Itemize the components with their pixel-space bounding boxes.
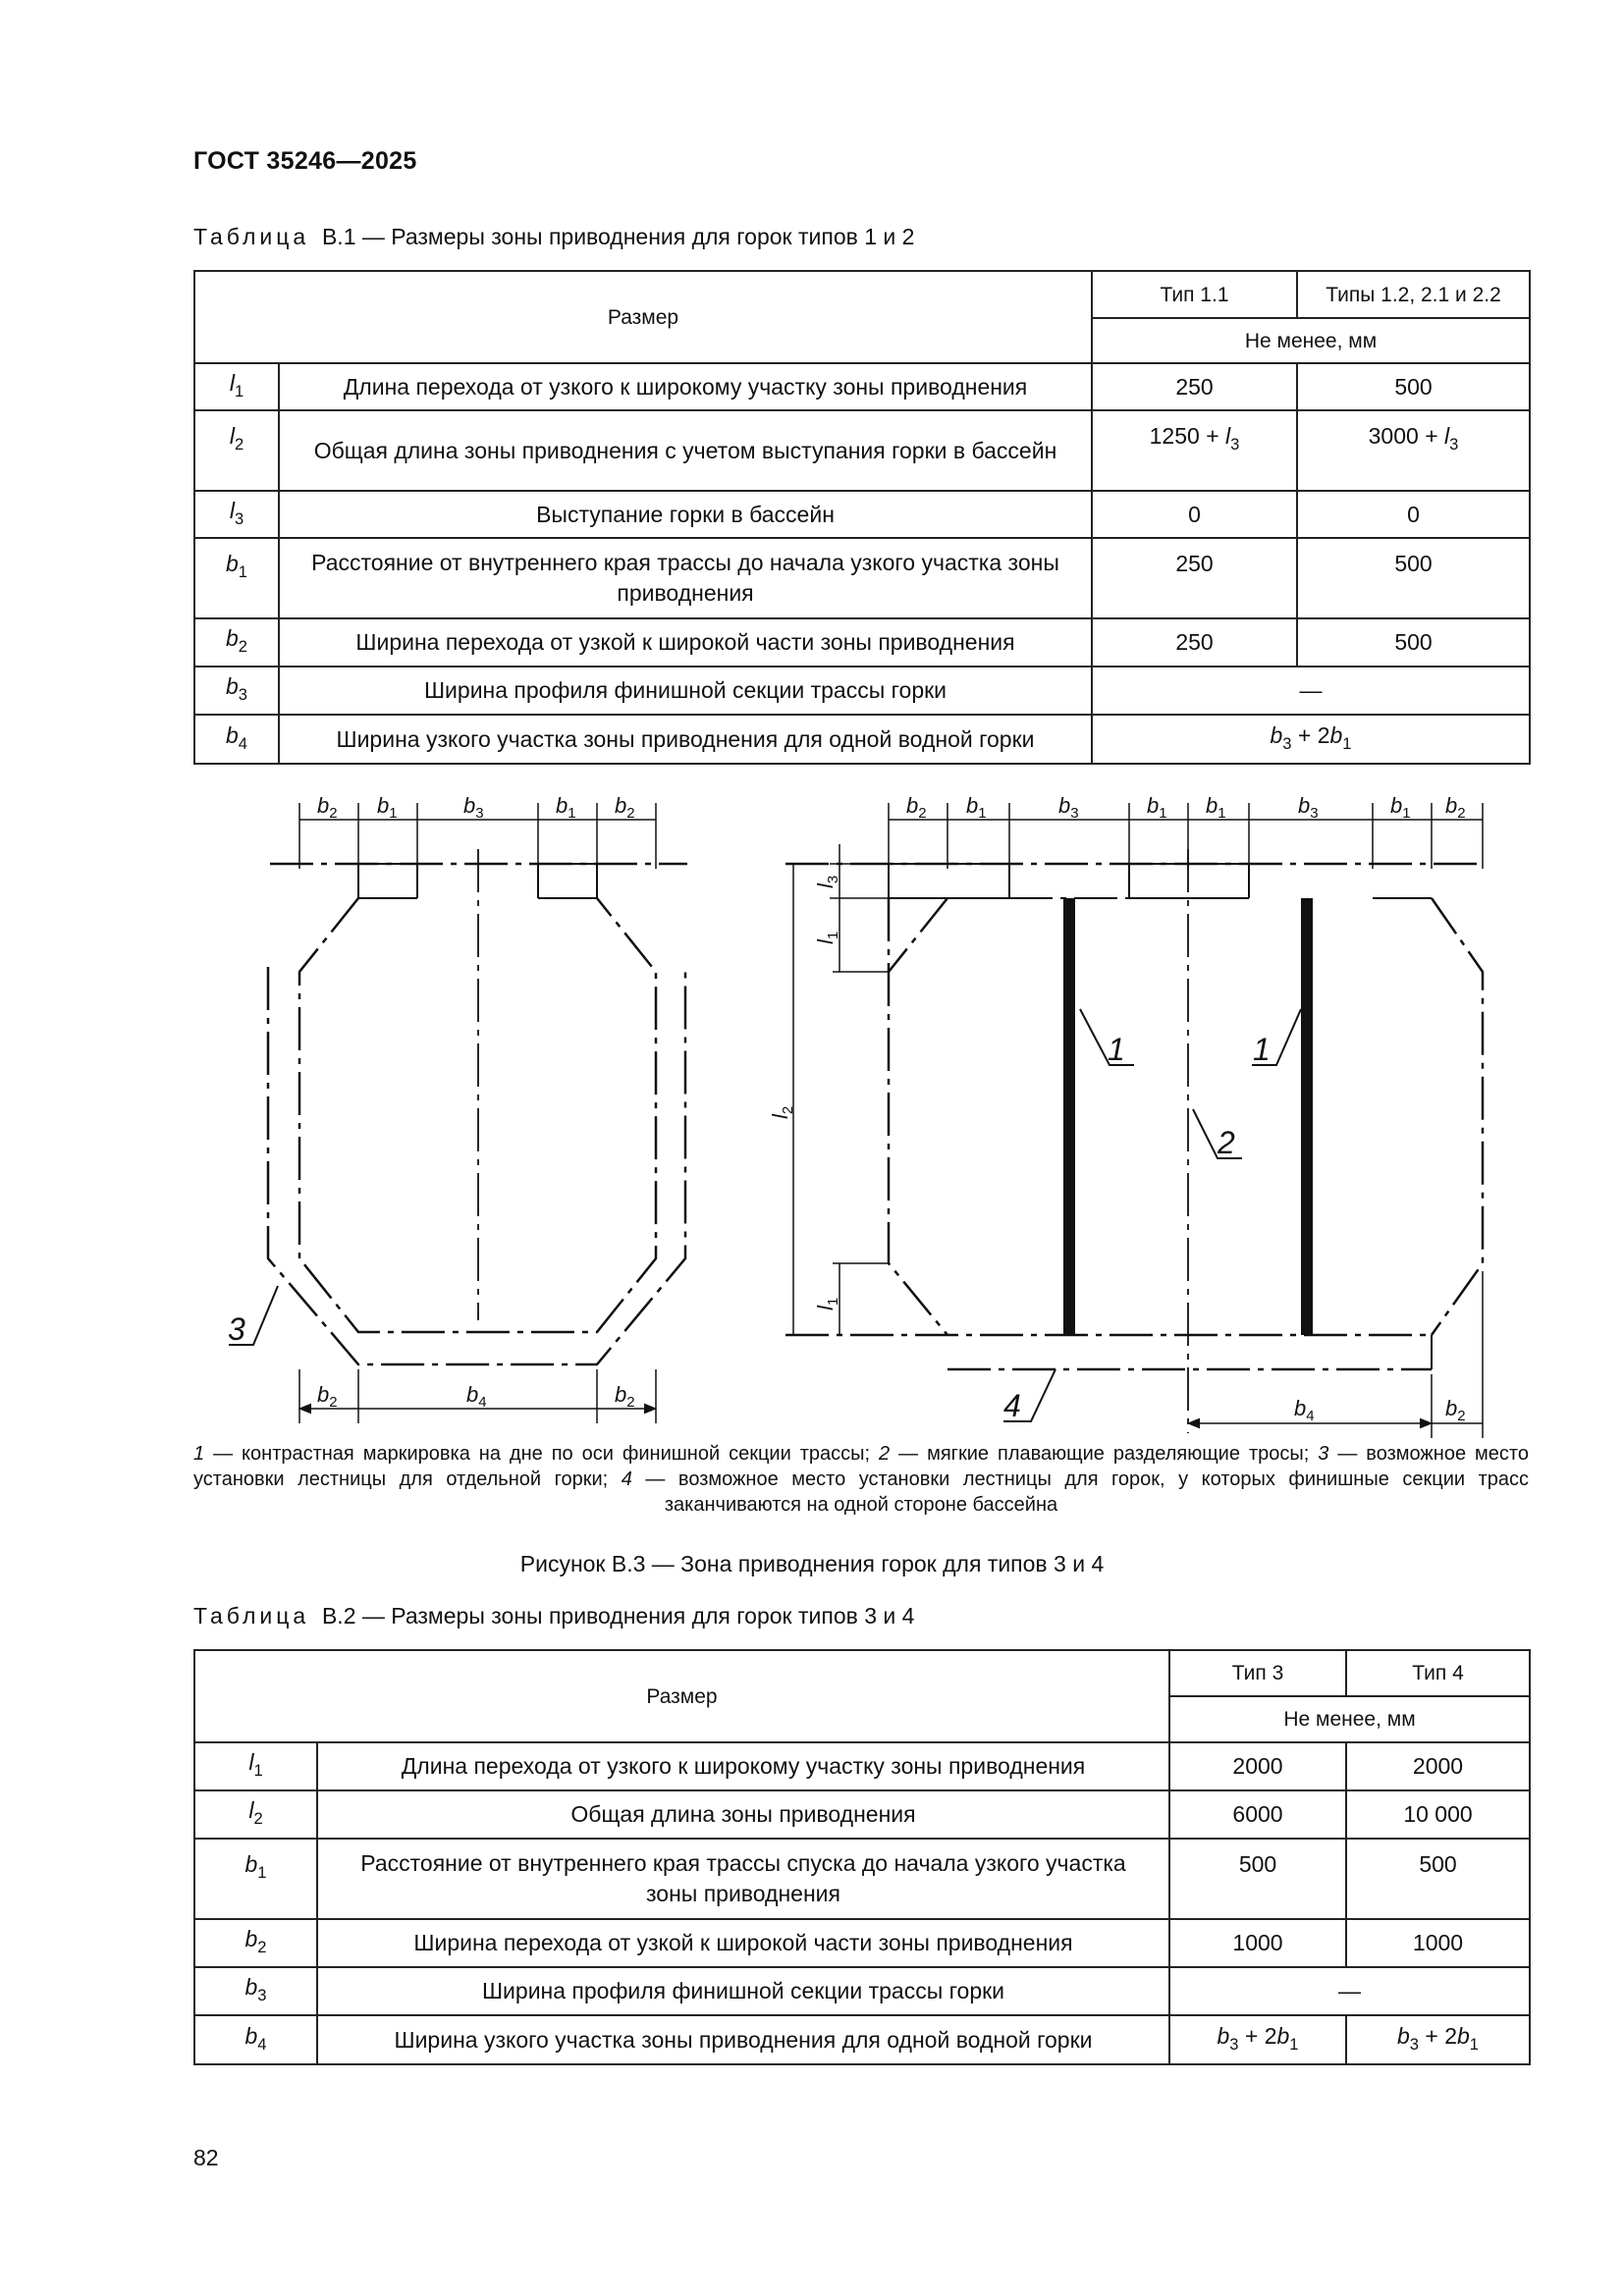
dim-label-b1: $b_1$ — [1206, 793, 1226, 822]
legend-number: 1 — [193, 1443, 205, 1465]
value-cell: 250 — [1092, 618, 1297, 667]
value-cell-merged — [1092, 715, 1530, 764]
callout-1: 1 — [1108, 1032, 1125, 1067]
table-row — [194, 715, 1530, 764]
table-row — [194, 491, 1530, 538]
dim-label-b1: $b_1$ — [1390, 793, 1411, 822]
description-cell: Выступание горки в бассейн — [279, 491, 1092, 538]
dim-label-b2: $b_2$ — [615, 1382, 635, 1411]
table2-caption-label: Таблица — [193, 1603, 310, 1629]
symbol-cell: $l_2$ — [194, 410, 279, 491]
description-cell: Ширина узкого участка зоны приводнения для одной водной горки — [317, 2015, 1169, 2064]
callout-3: 3 — [228, 1311, 245, 1347]
value-cell: $1250 + l_3$ — [1092, 410, 1297, 491]
table2-header-col2: Тип 4 — [1346, 1650, 1530, 1696]
dim-label-b2: $b_2$ — [615, 793, 635, 822]
description-cell: Расстояние от внутреннего края трассы спуска до начала узкого участка зоны приводнения — [317, 1839, 1169, 1919]
dim-label-b1: $b_1$ — [1147, 793, 1167, 822]
value-cell: 6000 — [1169, 1790, 1346, 1839]
table2-header-min: Не менее, мм — [1169, 1696, 1530, 1742]
description-cell: Ширина перехода от узкой к широкой части зоны приводнения — [317, 1919, 1169, 1967]
dim-label-b1: $b_1$ — [966, 793, 987, 822]
symbol-cell: $b_1$ — [194, 538, 279, 618]
table2-caption-text: В.2 — Размеры зоны приводнения для горок типов 3 и 4 — [321, 1603, 915, 1629]
description-cell: Ширина профиля финишной секции трассы горки — [279, 667, 1092, 715]
symbol-cell: $b_1$ — [194, 1839, 317, 1919]
value-cell: 500 — [1297, 538, 1530, 618]
value-cell: 2000 — [1346, 1742, 1530, 1790]
value-cell: 250 — [1092, 363, 1297, 410]
table1-caption-text: В.1 — Размеры зоны приводнения для горок типов 1 и 2 — [321, 224, 915, 249]
dim-label-b2: $b_2$ — [1445, 1396, 1466, 1424]
value-cell: 500 — [1297, 618, 1530, 667]
dim-label-l1: $l_1$ — [813, 1297, 841, 1310]
symbol-cell: $b_2$ — [194, 618, 279, 667]
value-cell: 500 — [1346, 1839, 1530, 1919]
description-cell: Длина перехода от узкого к широкому участку зоны приводнения — [279, 363, 1092, 410]
value-cell: 10 000 — [1346, 1790, 1530, 1839]
value-cell: 500 — [1169, 1839, 1346, 1919]
formula: $b_3 + 2b_1$ — [1270, 721, 1352, 753]
description-cell: Расстояние от внутреннего края трассы до начала узкого участка зоны приводнения — [279, 538, 1092, 618]
dim-label-b3: $b_3$ — [1058, 793, 1079, 822]
dim-label-b4: $b_4$ — [466, 1382, 487, 1411]
table2 — [193, 1649, 1531, 2065]
dim-label-l1: $l_1$ — [813, 931, 841, 944]
left-outer-outline — [268, 967, 685, 1364]
formula: $b_3 + 2b_1$ — [1217, 2022, 1299, 2054]
legend-number: 2 — [879, 1443, 891, 1465]
dim-label-b2: $b_2$ — [906, 793, 927, 822]
table-row — [194, 2015, 1530, 2064]
description-cell: Длина перехода от узкого к широкому участку зоны приводнения — [317, 1742, 1169, 1790]
symbol-cell: $b_4$ — [194, 2015, 317, 2064]
value-cell — [1169, 2015, 1346, 2064]
callout-2: 2 — [1218, 1125, 1235, 1160]
value-cell: 250 — [1092, 538, 1297, 618]
value-cell: 0 — [1297, 491, 1530, 538]
dim-label-b1: $b_1$ — [556, 793, 576, 822]
dim-label-l3: $l_3$ — [813, 875, 841, 888]
left-top-box-right — [538, 864, 597, 898]
table2-header-size: Размер — [194, 1650, 1169, 1742]
value-cell — [1346, 2015, 1530, 2064]
contrast-marking-right — [1301, 898, 1313, 1335]
description-cell: Ширина профиля финишной секции трассы горки — [317, 1967, 1169, 2015]
table1-header-size: Размер — [194, 271, 1092, 363]
callout-1: 1 — [1253, 1032, 1271, 1067]
figure-caption: Рисунок В.3 — Зона приводнения горок для типов 3 и 4 — [519, 1551, 1105, 1576]
contrast-marking-left — [1063, 898, 1075, 1335]
dim-label-b3: $b_3$ — [463, 793, 484, 822]
page-number: 82 — [193, 2145, 219, 2170]
symbol-cell: $b_3$ — [194, 1967, 317, 2015]
legend-number: 4 — [621, 1468, 632, 1490]
table-row — [194, 618, 1530, 667]
legend-text: — возможное место установки лестницы для горок, у которых финишные секции трасс заканчиваются на одной стороне бассейна — [631, 1468, 1530, 1516]
dim-label-b1: $b_1$ — [377, 793, 398, 822]
description-cell: Общая длина зоны приводнения — [317, 1790, 1169, 1839]
callout-4: 4 — [1003, 1388, 1021, 1423]
table-row — [194, 1967, 1530, 2015]
table-row — [194, 410, 1530, 491]
table2-header-col1: Тип 3 — [1169, 1650, 1346, 1696]
table1-header-col2: Типы 1.2, 2.1 и 2.2 — [1297, 271, 1530, 318]
symbol-cell: $l_2$ — [194, 1790, 317, 1839]
table-row — [194, 538, 1530, 618]
table1-header-min: Не менее, мм — [1092, 318, 1530, 363]
table-row — [194, 1839, 1530, 1919]
value-cell: 500 — [1297, 363, 1530, 410]
symbol-cell: $b_2$ — [194, 1919, 317, 1967]
value-cell-merged: — — [1092, 667, 1530, 715]
table-row — [194, 1790, 1530, 1839]
legend-text: — мягкие плавающие разделяющие тросы; — [890, 1443, 1319, 1465]
legend-text: — возможное место установки лестницы для отдельной горки; — [193, 1443, 1529, 1490]
value-cell: 2000 — [1169, 1742, 1346, 1790]
dim-label-b3: $b_3$ — [1298, 793, 1319, 822]
value-cell: $3000 + l_3$ — [1297, 410, 1530, 491]
table-row — [194, 363, 1530, 410]
figure-landing-zone — [0, 766, 1624, 1443]
description-cell: Ширина узкого участка зоны приводнения для одной водной горки — [279, 715, 1092, 764]
table-row — [194, 1742, 1530, 1790]
table-row — [194, 667, 1530, 715]
dim-label-b2: $b_2$ — [317, 793, 338, 822]
table1-caption — [193, 224, 914, 250]
dim-label-b2: $b_2$ — [317, 1382, 338, 1411]
symbol-cell: $l_1$ — [194, 1742, 317, 1790]
table1-header-col1: Тип 1.1 — [1092, 271, 1297, 318]
description-cell: Ширина перехода от узкой к широкой части зоны приводнения — [279, 618, 1092, 667]
right-outline-right — [1432, 898, 1483, 1335]
table1-caption-label: Таблица — [193, 224, 310, 249]
legend-text: — контрастная маркировка на дне по оси финишной секции трассы; — [204, 1443, 880, 1465]
table2-caption — [193, 1603, 914, 1629]
description-cell: Общая длина зоны приводнения с учетом выступания горки в бассейн — [279, 410, 1092, 491]
table-row — [194, 1919, 1530, 1967]
value-cell: 1000 — [1346, 1919, 1530, 1967]
value-cell: 0 — [1092, 491, 1297, 538]
value-cell-merged: — — [1169, 1967, 1530, 2015]
dim-label-b2: $b_2$ — [1445, 793, 1466, 822]
figure-legend — [193, 1441, 1529, 1518]
symbol-cell: $b_3$ — [194, 667, 279, 715]
document-header: ГОСТ 35246—2025 — [193, 147, 417, 175]
dim-label-b4: $b_4$ — [1294, 1396, 1315, 1424]
formula: $b_3 + 2b_1$ — [1396, 2022, 1479, 2054]
value-cell: 1000 — [1169, 1919, 1346, 1967]
right-outline-left — [889, 898, 947, 1335]
legend-number: 3 — [1318, 1443, 1329, 1465]
table1 — [193, 270, 1531, 765]
symbol-cell: $b_4$ — [194, 715, 279, 764]
symbol-cell: $l_1$ — [194, 363, 279, 410]
symbol-cell: $l_3$ — [194, 491, 279, 538]
left-top-box-left — [358, 864, 417, 898]
dim-label-l2: $l_2$ — [768, 1105, 796, 1119]
